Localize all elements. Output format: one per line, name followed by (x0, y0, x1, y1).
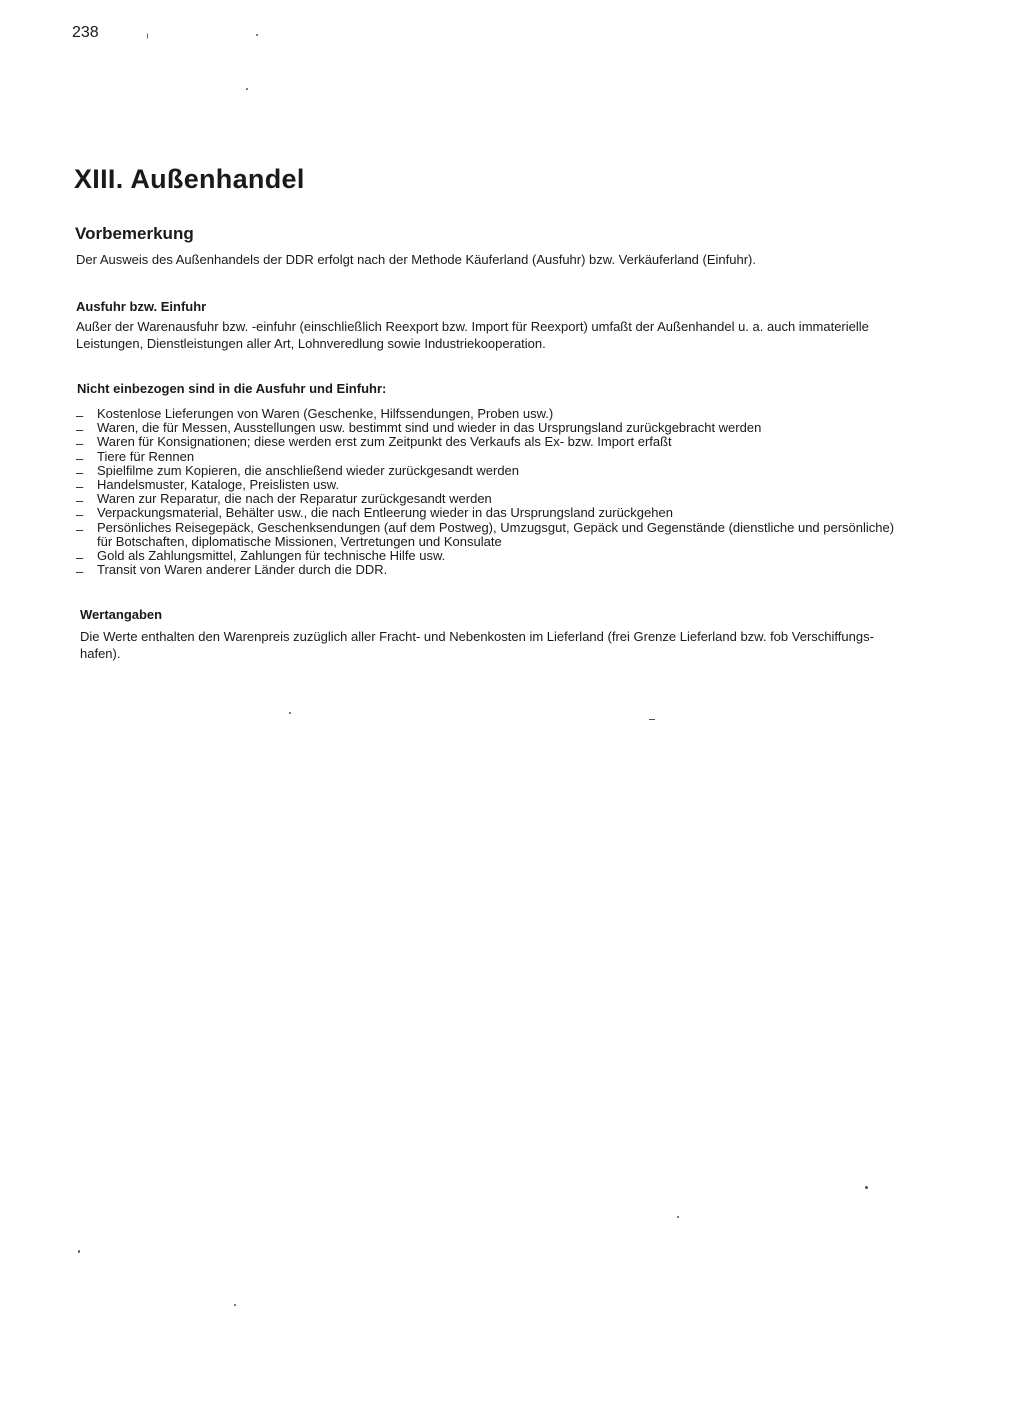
paragraph-line: Leistungen, Dienstleistungen aller Art, Lohnveredlung sowie Industriekooperation. (76, 336, 546, 351)
list-item (76, 562, 894, 580)
list-bullet: – (76, 550, 84, 566)
list-item-text: Waren, die für Messen, Ausstellungen usw. bestimmt sind und wieder in das Ursprungsland zurückgebracht werden (97, 420, 762, 436)
list-item-text: Kostenlose Lieferungen von Waren (Geschenke, Hilfssendungen, Proben usw.) (97, 406, 554, 421)
list-item (76, 407, 894, 421)
list-item (76, 491, 894, 509)
list-item (76, 505, 894, 523)
list-item-text: Gold als Zahlungsmittel, Zahlungen für technische Hilfe usw. (97, 548, 446, 564)
list-item (76, 477, 894, 495)
wertangaben-paragraph (80, 628, 874, 662)
list-item (76, 464, 894, 478)
list-bullet: – (76, 564, 84, 580)
list-item (76, 548, 894, 566)
list-item-text: Transit von Waren anderer Länder durch die DDR. (97, 562, 388, 578)
list-item-text: für Botschaften, diplomatische Missionen, Vertretungen und Konsulate (97, 533, 502, 549)
list-item-text: Waren für Konsignationen; diese werden erst zum Zeitpunkt des Verkaufs als Ex- bzw. Import erfaßt (97, 434, 672, 450)
list-bullet: – (76, 521, 84, 537)
list-bullet: – (76, 464, 84, 480)
scan-speck (147, 33, 148, 39)
list-bullet: – (76, 507, 84, 523)
ausfuhr-einfuhr-heading: Ausfuhr bzw. Einfuhr (76, 299, 207, 314)
exclusion-list (76, 406, 895, 580)
paragraph-line: Außer der Warenausfuhr bzw. -einfuhr (einschließlich Reexport bzw. Import für Reexport) umfaßt der Außenhandel u. a. auch immaterielle (76, 319, 869, 334)
list-bullet: – (76, 408, 84, 423)
scan-speck (256, 34, 258, 36)
scan-speck (78, 1250, 80, 1253)
scan-speck (649, 719, 655, 720)
list-bullet: – (76, 422, 84, 438)
scan-speck (234, 1304, 236, 1306)
page-number: 238 (72, 24, 99, 41)
scan-speck (677, 1216, 679, 1218)
list-item-text: Verpackungsmaterial, Behälter usw., die nach Entleerung wieder in das Ursprungsland zurückgehen (97, 505, 673, 521)
list-bullet: – (76, 436, 84, 452)
scan-speck (289, 712, 291, 714)
list-item (76, 420, 894, 438)
scan-speck (246, 88, 248, 90)
list-item (76, 450, 894, 464)
nicht-einbezogen-heading: Nicht einbezogen sind in die Ausfuhr und Einfuhr: (77, 381, 387, 396)
section-title-vorbemerkung: Vorbemerkung (75, 224, 194, 243)
wertangaben-heading: Wertangaben (80, 607, 163, 622)
paragraph-line: Die Werte enthalten den Warenpreis zuzüglich aller Fracht- und Nebenkosten im Lieferland (frei Grenze Lieferland bzw. fob Verschiffungs- (80, 629, 874, 644)
scan-speck (865, 1186, 868, 1189)
list-item-text: Handelsmuster, Kataloge, Preislisten usw. (97, 477, 340, 493)
list-item-text: Tiere für Rennen (97, 448, 195, 464)
list-item (76, 434, 894, 452)
paragraph-line: hafen). (80, 646, 121, 661)
list-item-text: Waren zur Reparatur, die nach der Reparatur zurückgesandt werden (97, 491, 492, 507)
vorbemerkung-paragraph: Der Ausweis des Außenhandels der DDR erfolgt nach der Methode Käuferland (Ausfuhr) bzw. Verkäuferland (Einfuhr). (76, 252, 756, 267)
list-bullet: – (76, 479, 84, 495)
chapter-title: XIII. Außenhandel (74, 164, 305, 194)
list-bullet: – (76, 450, 84, 466)
list-item-text: Persönliches Reisegepäck, Geschenksendungen (auf dem Postweg), Umzugsgut, Gepäck und Gegenstände (dienstliche und persönliche) (97, 519, 895, 535)
list-item (76, 521, 894, 549)
ausfuhr-einfuhr-paragraph (76, 318, 869, 352)
list-item-text: Spielfilme zum Kopieren, die anschließend wieder zurückgesandt werden (97, 462, 520, 478)
list-bullet: – (76, 493, 84, 509)
